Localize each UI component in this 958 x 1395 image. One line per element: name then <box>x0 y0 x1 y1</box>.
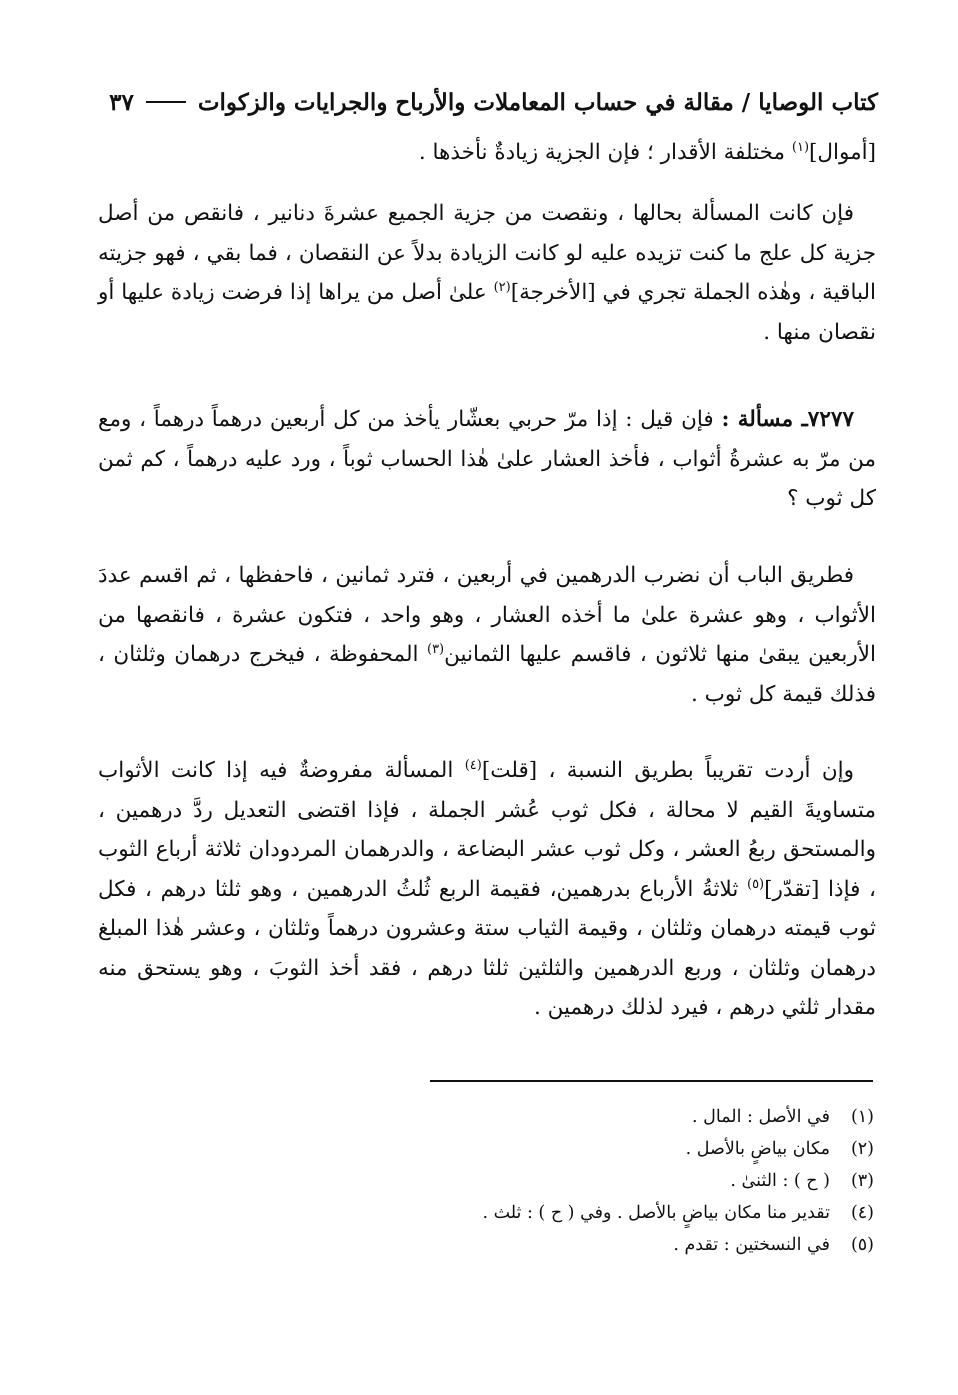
footnote-item <box>300 1197 874 1229</box>
footnote-ref: (١) <box>791 139 810 155</box>
paragraph-text: ثلاثةُ الأرباع بدرهمين، فقيمة الربع ثُلثُ الدرهمين ، وهو ثلثا درهم ، فكل ثوب قيمته درهمان وثلثان ، وقيمة الثياب ستة وعشرون درهماً وثلثان ، وعشر هٰذا المبلغ درهمان وثلثان ، وربع الدرهمين والثلثين ثلثا درهم ، فقد أخذ الثوبَ ، وهو يستحق منه مقدار ثلثي درهم ، فيرد لذلك درهمين . <box>98 876 876 1020</box>
paragraph-3 <box>98 556 876 714</box>
footnote-item <box>300 1229 874 1261</box>
footnote-divider <box>430 1080 873 1082</box>
paragraph-text: فإن كانت المسألة بحالها ، ونقصت من جزية الجميع عشرةَ دنانير ، فانقص من أصل جزية كل علج ما كنت تزيده عليه لو كانت الزيادة بدلاً عن النقصان ، فما بقي ، فهو جزيته الباقية ، وهٰذه الجملة تجري في [الأخرجة] <box>98 201 877 305</box>
footnote-text: مكان بياضٍ بالأصل . <box>685 1139 830 1159</box>
footnote-item <box>300 1133 874 1165</box>
page-number: ٣٧ <box>109 88 134 116</box>
running-header <box>98 82 878 122</box>
footnote-number: (١) <box>850 1107 874 1127</box>
bracketed-word: [أموال] <box>809 140 876 165</box>
footnote-text: تقدير منا مكان بياضٍ بالأصل . وفي ( ح ) : ثلث . <box>482 1203 830 1223</box>
issue-label: ٧٢٧٧ـ مسألة : <box>721 407 854 432</box>
footnote-number: (٥) <box>850 1235 874 1255</box>
footnote-text: في النسختين : تقدم . <box>673 1235 830 1255</box>
footnote-ref: (٢) <box>493 279 511 295</box>
paragraph-text: المحفوظة ، فيخرج درهمان وثلثان ، فذلك قيمة كل ثوب . <box>98 642 876 707</box>
footnote-number: (٢) <box>850 1139 874 1159</box>
paragraph-text: فإن قيل : إذا مرّ حربي بعشّار يأخذ من كل أربعين درهماً درهماً ، ومع من مرّ به عشرةُ أثواب ، فأخذ العشار علىٰ هٰذا الحساب ثوباً ، ورد عليه درهماً ، كم ثمن كل ثوب ؟ <box>98 407 876 511</box>
footnote-number: (٤) <box>850 1203 874 1223</box>
footnote-ref: (٤) <box>464 757 482 773</box>
footnote-item <box>300 1165 874 1197</box>
footnote-ref: (٣) <box>426 641 445 657</box>
footnote-number: (٣) <box>850 1171 874 1191</box>
footnote-text: في الأصل : المال . <box>692 1107 830 1127</box>
paragraph-text: فطريق الباب أن نضرب الدرهمين في أربعين ، فترد ثمانين ، فاحفظها ، ثم اقسم عددَ الأثواب ، وهو عشرة علىٰ ما أخذه العشار ، وهو واحد ، فتكون عشرة ، فانقصها من الأربعين يبقىٰ منها ثلاثون ، فاقسم عليها الثمانين <box>98 563 876 667</box>
header-dash <box>146 101 186 103</box>
footnote-text: ( ح ) : الثنىٰ . <box>730 1171 830 1191</box>
paragraph-text: علىٰ أصل من يراها إذا فرضت زيادة عليها أو نقصان منها . <box>98 280 876 345</box>
paragraph-text: وإن أردت تقريباً بطريق النسبة ، [قلت] <box>481 758 854 783</box>
footnote-ref: (٥) <box>746 876 765 892</box>
paragraph-text: المسألة مفروضةٌ فيه إذا كانت الأثواب متساويةَ القيم لا محالة ، فكل ثوب عُشر الجملة ، فإذا اقتضى التعديل ردَّ درهمين ، والمستحق ربعُ العشر ، وكل ثوب عشر البضاعة ، والدرهمان المردودان ثلاثة أرباع الثوب ، فإذا [تقدّر] <box>98 758 876 902</box>
paragraph-text: مختلفة الأقدار ؛ فإن الجزية زيادةٌ نأخذها . <box>418 140 792 165</box>
paragraph-4 <box>98 751 876 1028</box>
paragraph-2 <box>98 400 876 519</box>
footnotes <box>300 1101 874 1261</box>
header-title: كتاب الوصايا / مقالة في حساب المعاملات والأرباح والجرايات والزكوات <box>197 88 878 116</box>
paragraph-1 <box>98 194 876 352</box>
footnote-item <box>300 1101 874 1133</box>
paragraph-continuation <box>98 133 876 173</box>
